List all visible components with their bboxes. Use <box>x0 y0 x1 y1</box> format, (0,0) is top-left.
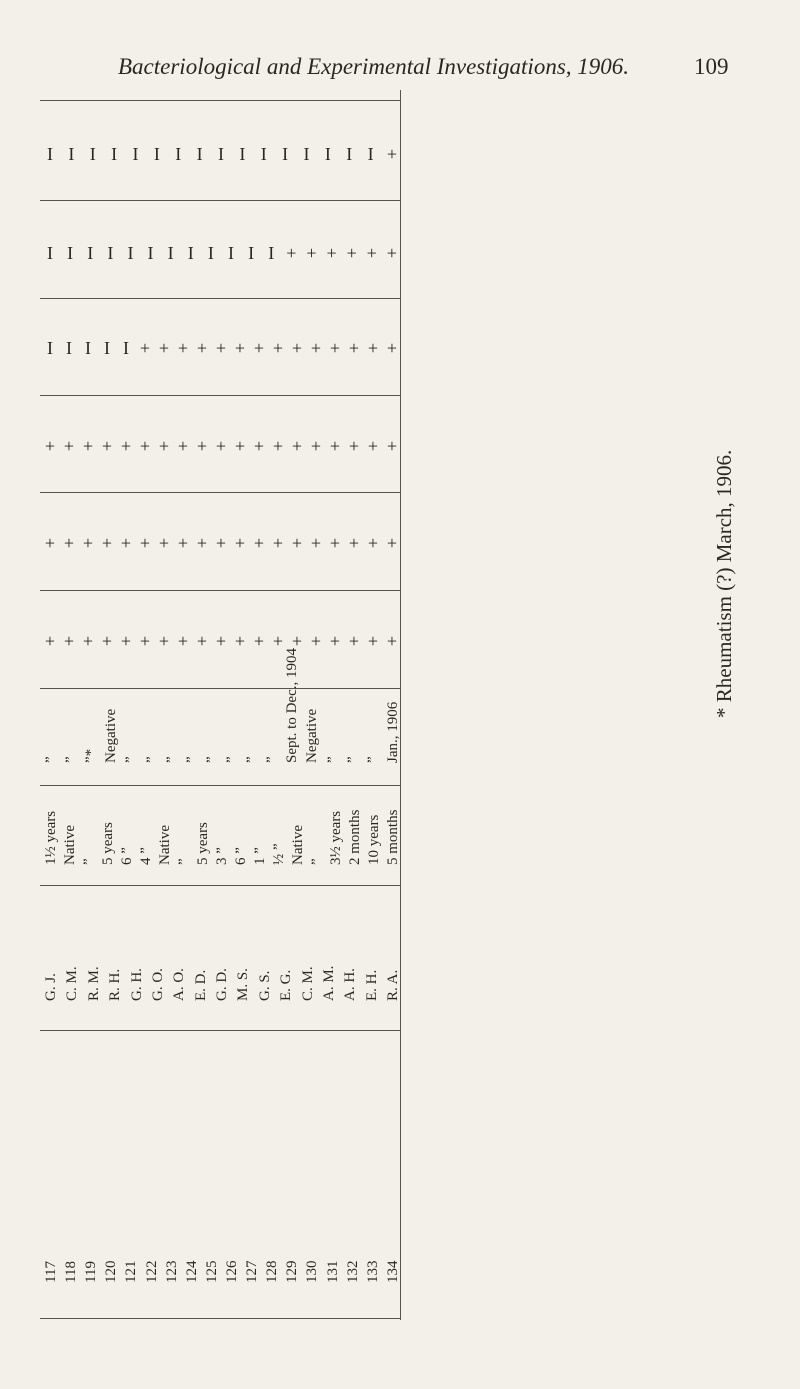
case-number <box>81 1200 99 1300</box>
residence-entry <box>41 782 59 882</box>
case-number-text: 131 <box>324 1260 341 1283</box>
history-entry-text: ” <box>244 756 261 763</box>
residence-entry-text: 5 months <box>385 809 401 865</box>
history-entry-text: ” <box>264 756 281 763</box>
positive-sign: + <box>329 631 341 651</box>
positive-sign: + <box>234 436 246 456</box>
sign-row-2 <box>41 242 401 264</box>
residence-entry-text: 10 years <box>366 814 382 865</box>
positive-sign: + <box>329 533 341 553</box>
residence-entry-text: Native <box>62 825 78 865</box>
history-entry-text: ” <box>203 756 220 763</box>
positive-sign: + <box>286 243 297 263</box>
positive-sign: + <box>234 338 246 358</box>
negative-mark: I <box>132 144 139 164</box>
positive-sign: + <box>120 533 132 553</box>
case-number <box>202 1200 220 1300</box>
positive-sign: + <box>63 533 75 553</box>
history-entry <box>202 680 220 780</box>
positive-sign: + <box>215 338 227 358</box>
case-number-text: 127 <box>244 1260 261 1283</box>
positive-sign: + <box>367 338 379 358</box>
negative-mark: I <box>85 338 91 358</box>
residence-entry-text: ” <box>309 858 325 865</box>
positive-sign: + <box>158 436 170 456</box>
negative-mark: I <box>67 243 74 263</box>
residence-entry <box>98 782 116 882</box>
name-initials <box>127 918 145 1018</box>
case-number <box>343 1200 361 1300</box>
residence-entry-text: 5 years <box>195 822 211 865</box>
positive-sign: + <box>310 533 322 553</box>
residence-entry-text: 3½ years <box>328 810 344 865</box>
residence-entry <box>117 782 135 882</box>
positive-sign: + <box>291 436 303 456</box>
positive-sign: + <box>326 243 337 263</box>
positive-sign: + <box>82 533 94 553</box>
name-initials-text: C. M. <box>299 966 316 1001</box>
positive-sign: + <box>272 338 284 358</box>
history-entry <box>262 680 280 780</box>
history-entry-text: ” <box>223 756 240 763</box>
positive-sign: + <box>346 243 357 263</box>
negative-mark: I <box>324 144 331 164</box>
positive-sign: + <box>253 631 265 651</box>
positive-sign: + <box>196 631 208 651</box>
residence-entry-text: 4 ” <box>138 847 154 865</box>
residence-entry-text: 5 years <box>100 822 116 865</box>
positive-sign: + <box>44 631 56 651</box>
sign-row-1 <box>41 143 401 165</box>
positive-sign: + <box>234 533 246 553</box>
name-initials <box>191 918 209 1018</box>
positive-sign: + <box>386 436 398 456</box>
positive-sign: + <box>272 533 284 553</box>
row-rule <box>40 395 400 396</box>
residence-entry <box>307 782 325 882</box>
history-entry <box>182 680 200 780</box>
positive-sign: + <box>177 631 189 651</box>
name-initials <box>148 918 166 1018</box>
name-initials <box>212 918 230 1018</box>
case-number-text: 128 <box>264 1260 281 1283</box>
name-initials-text: G. J. <box>43 973 59 1001</box>
positive-sign: + <box>63 631 75 651</box>
name-initials <box>41 918 59 1018</box>
positive-sign: + <box>196 533 208 553</box>
positive-sign: + <box>366 243 377 263</box>
positive-sign: + <box>234 631 246 651</box>
positive-sign: + <box>177 338 189 358</box>
footnote: * Rheumatism (?) March, 1906. <box>712 449 736 718</box>
positive-sign: + <box>310 338 322 358</box>
case-number <box>182 1200 200 1300</box>
case-number-text: 124 <box>183 1260 200 1283</box>
positive-sign: + <box>386 533 398 553</box>
positive-sign: + <box>120 436 132 456</box>
case-number <box>222 1200 240 1300</box>
name-initials-text: G. S. <box>256 970 273 1001</box>
case-number <box>121 1200 139 1300</box>
case-number-text: 125 <box>203 1260 220 1283</box>
positive-sign: + <box>139 338 151 358</box>
negative-mark: I <box>127 243 134 263</box>
case-number <box>162 1200 180 1300</box>
negative-mark: I <box>123 338 129 358</box>
row-rule <box>40 492 400 493</box>
positive-sign: + <box>82 436 94 456</box>
case-number-text: 134 <box>384 1260 401 1283</box>
case-number-text: 118 <box>63 1261 80 1283</box>
residence-column <box>41 782 401 882</box>
case-number-text: 117 <box>43 1261 59 1283</box>
case-number-text: 132 <box>344 1260 361 1283</box>
residence-entry <box>79 782 97 882</box>
name-initials-text: A. M. <box>320 965 337 1001</box>
negative-mark: I <box>66 338 72 358</box>
history-entry <box>242 680 260 780</box>
positive-sign: + <box>367 533 379 553</box>
residence-entry-text: ” <box>176 858 192 865</box>
history-entry <box>363 680 381 780</box>
bottom-rule <box>40 1318 400 1319</box>
name-initials-text: G. H. <box>128 968 145 1001</box>
residence-entry <box>364 782 382 882</box>
history-entry-text: ” <box>123 756 140 763</box>
name-initials-text: A. O. <box>171 968 188 1001</box>
negative-mark: I <box>47 144 53 164</box>
name-initials-text: R. H. <box>107 968 124 1001</box>
page-number: 109 <box>694 54 729 79</box>
history-entry-text: ” <box>364 756 381 763</box>
negative-mark: I <box>104 338 110 358</box>
case-number <box>302 1200 320 1300</box>
sign-row-5 <box>41 532 401 554</box>
history-entry-text: ” <box>183 756 200 763</box>
negative-mark: I <box>207 243 214 263</box>
case-number <box>61 1200 79 1300</box>
name-initials-text: G. D. <box>214 968 230 1001</box>
residence-entry <box>155 782 173 882</box>
negative-mark: I <box>89 144 96 164</box>
running-title: Bacteriological and Experimental Investigations, 1906. <box>118 54 630 79</box>
history-entry-text: ” <box>143 756 160 763</box>
row-rule <box>40 590 400 591</box>
case-number <box>41 1200 59 1300</box>
positive-sign: + <box>158 533 170 553</box>
name-initials <box>319 918 337 1018</box>
sign-row-3 <box>41 337 401 359</box>
history-entry-text: ” <box>43 756 59 763</box>
history-entry <box>162 680 180 780</box>
history-entry-text: Jan., 1906 <box>384 701 401 763</box>
residence-entry <box>60 782 78 882</box>
history-entry <box>282 648 301 780</box>
negative-mark: I <box>282 144 289 164</box>
residence-entry-text: 3 ” <box>214 847 230 865</box>
negative-mark: I <box>107 243 114 263</box>
residence-entry-text: Native <box>157 825 173 865</box>
positive-sign: + <box>253 338 265 358</box>
positive-sign: + <box>253 533 265 553</box>
positive-sign: + <box>291 533 303 553</box>
history-entry <box>101 680 119 780</box>
positive-sign: + <box>101 533 113 553</box>
residence-entry <box>174 782 192 882</box>
row-rule <box>40 885 400 886</box>
positive-sign: + <box>196 338 208 358</box>
name-initials-text: R. M. <box>85 966 102 1001</box>
name-initials <box>276 918 294 1018</box>
positive-sign: + <box>367 631 379 651</box>
residence-entry <box>383 782 401 882</box>
history-entry-text: ” <box>344 756 361 763</box>
residence-entry <box>136 782 154 882</box>
case-number-text: 129 <box>284 1260 301 1283</box>
sign-row-4 <box>41 435 401 457</box>
residence-entry <box>193 782 211 882</box>
positive-sign: + <box>386 631 398 651</box>
positive-sign: + <box>306 243 317 263</box>
negative-mark: I <box>147 243 154 263</box>
history-entry-text: ” <box>324 756 341 763</box>
negative-mark: I <box>153 144 160 164</box>
history-entry <box>323 680 341 780</box>
positive-sign: + <box>63 436 75 456</box>
history-entry <box>222 680 240 780</box>
name-initials-text: E. G. <box>278 969 295 1001</box>
positive-sign: + <box>215 533 227 553</box>
name-initials <box>233 918 251 1018</box>
positive-sign: + <box>348 533 360 553</box>
case-number <box>323 1200 341 1300</box>
positive-sign: + <box>158 338 170 358</box>
residence-entry-text: 1½ years <box>43 810 59 865</box>
negative-mark: I <box>87 243 94 263</box>
positive-sign: + <box>310 631 322 651</box>
name-initials-text: A. H. <box>342 968 359 1001</box>
name-initials-text: C. M. <box>64 966 81 1001</box>
sign-row-6 <box>41 630 401 652</box>
residence-entry-text: Native <box>290 825 306 865</box>
name-initials-text: E. H. <box>363 969 380 1001</box>
case-number-text: 122 <box>143 1260 160 1283</box>
case-number <box>142 1200 160 1300</box>
positive-sign: + <box>177 533 189 553</box>
negative-mark: I <box>260 144 267 164</box>
history-entry-text: Sept. to Dec., 1904 <box>284 648 301 763</box>
residence-entry-text: 6 ” <box>233 847 249 865</box>
positive-sign: + <box>215 631 227 651</box>
case-number-text: 123 <box>163 1260 180 1283</box>
positive-sign: + <box>367 436 379 456</box>
positive-sign: + <box>139 631 151 651</box>
residence-entry-text: 1 ” <box>252 847 268 865</box>
case-number-column <box>41 1220 401 1300</box>
residence-entry <box>250 782 268 882</box>
case-number-text: 130 <box>304 1260 321 1283</box>
row-rule <box>40 200 400 201</box>
name-initials <box>84 918 102 1018</box>
negative-mark: I <box>167 243 174 263</box>
history-entry <box>343 680 361 780</box>
negative-mark: I <box>227 243 234 263</box>
positive-sign: + <box>44 533 56 553</box>
case-number-text: 120 <box>103 1260 120 1283</box>
residence-entry-text: ” <box>81 858 97 865</box>
history-entry <box>121 680 139 780</box>
residence-entry <box>326 782 344 882</box>
positive-sign: + <box>386 144 398 164</box>
row-rule <box>40 1030 400 1031</box>
positive-sign: + <box>139 533 151 553</box>
case-number-text: 133 <box>364 1260 381 1283</box>
negative-mark: I <box>239 144 246 164</box>
history-entry <box>81 680 99 780</box>
history-entry <box>142 680 160 780</box>
residence-entry-text: 6 ” <box>119 847 135 865</box>
history-entry-text: Negative <box>304 708 321 763</box>
case-number-text: 126 <box>223 1260 240 1283</box>
history-entry <box>302 680 320 780</box>
residence-entry-text: ½ ” <box>271 843 287 865</box>
history-column <box>41 648 401 780</box>
negative-mark: I <box>47 243 53 263</box>
name-initials-text: G. O. <box>149 968 166 1001</box>
case-number-text: 121 <box>123 1260 140 1283</box>
positive-sign: + <box>272 436 284 456</box>
top-rule <box>40 100 400 101</box>
name-initials-text: R. A. <box>385 969 401 1001</box>
positive-sign: + <box>82 631 94 651</box>
page-header <box>0 54 800 90</box>
name-initials-text: E. D. <box>192 969 209 1001</box>
negative-mark: I <box>248 243 255 263</box>
positive-sign: + <box>101 631 113 651</box>
positive-sign: + <box>386 243 397 263</box>
positive-sign: + <box>348 631 360 651</box>
case-number <box>242 1200 260 1300</box>
history-entry <box>41 680 59 780</box>
name-initials <box>62 918 80 1018</box>
residence-entry <box>231 782 249 882</box>
positive-sign: + <box>215 436 227 456</box>
history-entry-text: ” <box>63 756 80 763</box>
name-column <box>41 938 401 1018</box>
positive-sign: + <box>44 436 56 456</box>
positive-sign: + <box>120 631 132 651</box>
positive-sign: + <box>272 631 284 651</box>
residence-entry <box>269 782 287 882</box>
positive-sign: + <box>253 436 265 456</box>
residence-entry <box>345 782 363 882</box>
negative-mark: I <box>218 144 224 164</box>
positive-sign: + <box>177 436 189 456</box>
positive-sign: + <box>158 631 170 651</box>
name-initials <box>340 918 358 1018</box>
history-entry-text: Negative <box>103 708 120 763</box>
positive-sign: + <box>196 436 208 456</box>
negative-mark: I <box>367 144 374 164</box>
negative-mark: I <box>47 338 53 358</box>
history-entry <box>383 680 401 780</box>
positive-sign: + <box>310 436 322 456</box>
row-rule <box>40 298 400 299</box>
positive-sign: + <box>101 436 113 456</box>
name-initials <box>362 918 380 1018</box>
positive-sign: + <box>348 338 360 358</box>
negative-mark: I <box>303 144 310 164</box>
residence-entry <box>212 782 230 882</box>
history-entry-text: ” <box>163 756 180 763</box>
negative-mark: I <box>175 144 182 164</box>
negative-mark: I <box>268 243 275 263</box>
negative-mark: I <box>68 144 75 164</box>
positive-sign: + <box>386 338 398 358</box>
negative-mark: I <box>196 144 203 164</box>
case-number <box>383 1200 401 1300</box>
negative-mark: I <box>111 144 118 164</box>
residence-entry-text: 2 months <box>347 809 363 865</box>
case-number <box>282 1200 300 1300</box>
name-initials <box>298 918 316 1018</box>
case-number <box>363 1200 381 1300</box>
history-entry-text: ”* <box>83 748 100 763</box>
positive-sign: + <box>329 436 341 456</box>
negative-mark: I <box>187 243 194 263</box>
positive-sign: + <box>139 436 151 456</box>
negative-mark: I <box>346 144 353 164</box>
residence-entry <box>288 782 306 882</box>
positive-sign: + <box>329 338 341 358</box>
name-initials <box>169 918 187 1018</box>
case-number <box>262 1200 280 1300</box>
name-initials <box>105 918 123 1018</box>
history-entry <box>61 680 79 780</box>
name-initials <box>383 918 401 1018</box>
name-initials <box>255 918 273 1018</box>
name-initials-text: M. S. <box>235 968 252 1001</box>
positive-sign: + <box>291 338 303 358</box>
positive-sign: + <box>291 631 303 651</box>
case-number <box>101 1200 119 1300</box>
case-number-text: 119 <box>83 1261 100 1283</box>
positive-sign: + <box>348 436 360 456</box>
